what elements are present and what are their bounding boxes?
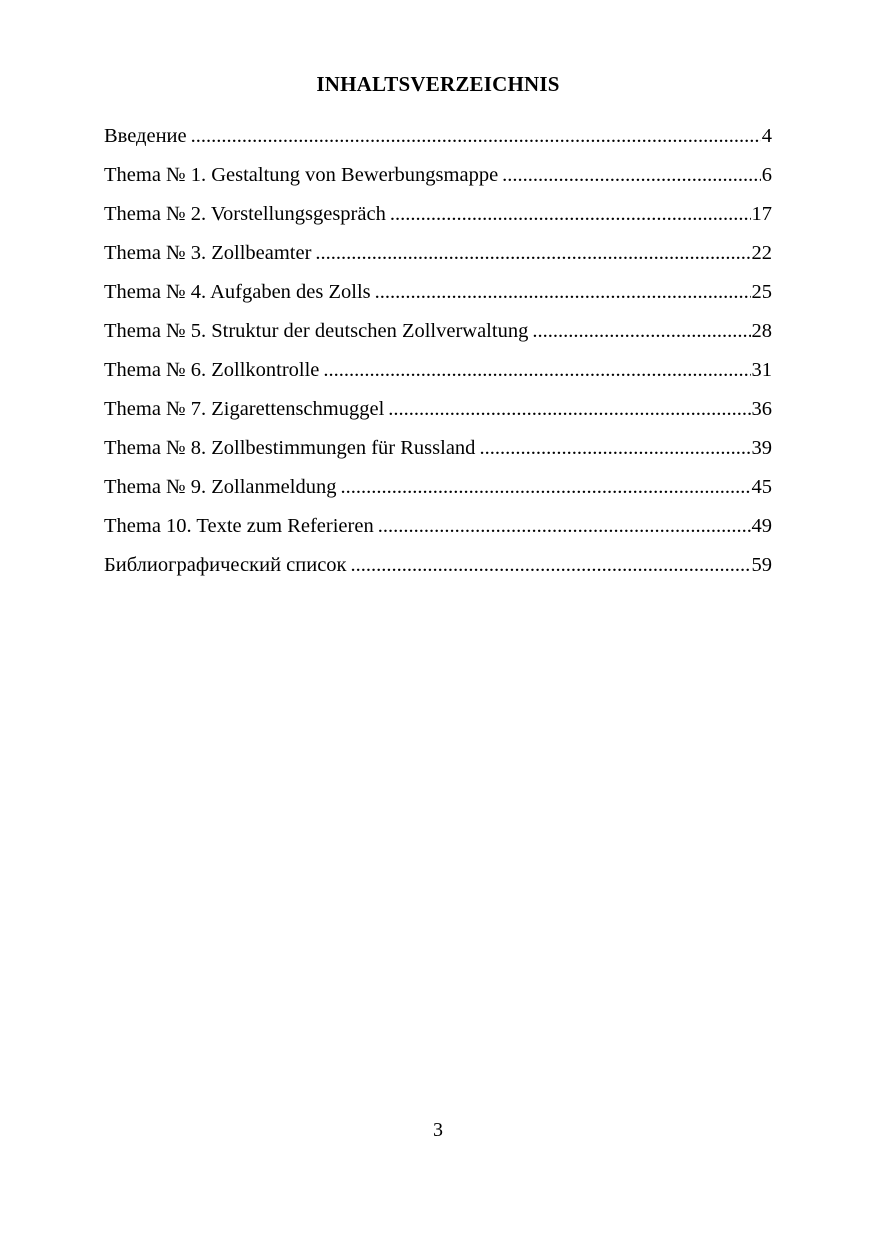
- toc-entry-thema-10: [104, 512, 772, 551]
- toc-dot-leader: [340, 473, 750, 501]
- toc-entry-page: 45: [751, 476, 772, 498]
- toc-entry-thema-6: [104, 356, 772, 395]
- toc-entry-thema-4: [104, 278, 772, 317]
- toc-entry-page: 36: [751, 398, 772, 420]
- toc-entry-title: Thema № 1. Gestaltung von Bewerbungsmappe: [104, 164, 499, 186]
- toc-entry-title: Thema № 2. Vorstellungsgespräch: [104, 203, 386, 225]
- page-number: 3: [433, 1119, 443, 1141]
- toc-entry-title: Thema № 3. Zollbeamter: [104, 242, 312, 264]
- toc-entry-title: Thema № 7. Zigarettenschmuggel: [104, 398, 385, 420]
- toc-heading: INHALTSVERZEICHNIS: [316, 72, 560, 96]
- toc-entry-title: Thema 10. Texte zum Referieren: [104, 515, 374, 537]
- toc-entry-title: Thema № 6. Zollkontrolle: [104, 359, 320, 381]
- toc-dot-leader: [388, 395, 750, 423]
- toc-dot-leader: [390, 200, 751, 228]
- toc-entry-page: 49: [751, 515, 772, 537]
- toc-dot-leader: [502, 161, 761, 189]
- toc-entry-thema-8: [104, 434, 772, 473]
- toc-entry-page: 22: [751, 242, 772, 264]
- toc-entry-thema-2: [104, 200, 772, 239]
- toc-dot-leader: [323, 356, 750, 384]
- toc-entry-page: 28: [751, 320, 772, 342]
- toc-entry-page: 31: [751, 359, 772, 381]
- toc-entry-page: 17: [751, 203, 772, 225]
- toc-dot-leader: [315, 239, 750, 267]
- toc-entry-title: Thema № 4. Aufgaben des Zolls: [104, 281, 371, 303]
- toc-entry-thema-3: [104, 239, 772, 278]
- toc-dot-leader: [191, 122, 761, 150]
- toc-entry-title: Библиографический список: [104, 554, 347, 576]
- toc-entry-thema-7: [104, 395, 772, 434]
- toc-entry-introduction: [104, 122, 772, 161]
- toc-entry-thema-5: [104, 317, 772, 356]
- toc-entry-title: Thema № 9. Zollanmeldung: [104, 476, 337, 498]
- toc-entry-page: 59: [751, 554, 772, 576]
- toc-entry-thema-9: [104, 473, 772, 512]
- toc-entry-page: 25: [751, 281, 772, 303]
- toc-dot-leader: [375, 278, 751, 306]
- toc-entry-page: 39: [751, 437, 772, 459]
- toc-entry-thema-1: [104, 161, 772, 200]
- toc-entry-title: Thema № 5. Struktur der deutschen Zollverwaltung: [104, 320, 529, 342]
- toc-entry-title: Thema № 8. Zollbestimmungen für Russland: [104, 437, 476, 459]
- toc-dot-leader: [378, 512, 751, 540]
- toc-dot-leader: [479, 434, 750, 462]
- toc-entry-title: Введение: [104, 125, 187, 147]
- toc-entry-bibliography: [104, 551, 772, 590]
- toc-dot-leader: [351, 551, 751, 579]
- toc-entry-page: 4: [761, 125, 772, 147]
- toc-entry-page: 6: [761, 164, 772, 186]
- toc-dot-leader: [532, 317, 750, 345]
- toc-list: [104, 122, 772, 590]
